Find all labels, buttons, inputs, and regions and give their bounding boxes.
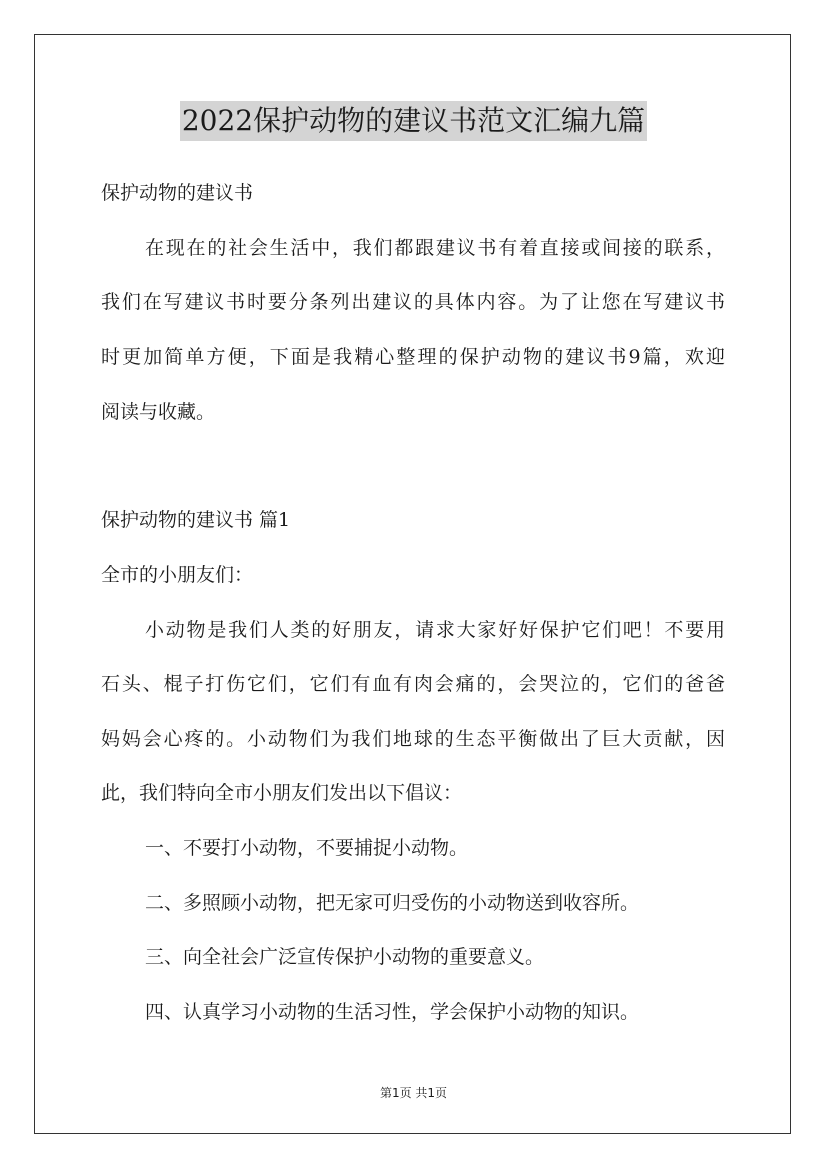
body-line-2: 石头、棍子打伤它们，它们有血有肉会痛的，会哭泣的，它们的爸爸 bbox=[101, 673, 725, 695]
body-line-4: 此，我们特向全市小朋友们发出以下倡议： bbox=[101, 782, 463, 804]
list-item-3: 三、向全社会广泛宣传保护小动物的重要意义。 bbox=[145, 946, 545, 968]
document-title: 2022保护动物的建议书范文汇编九篇 bbox=[180, 101, 647, 141]
list-item-1: 一、不要打小动物，不要捕捉小动物。 bbox=[145, 837, 469, 859]
document-heading: 保护动物的建议书 bbox=[101, 182, 254, 204]
list-item-4: 四、认真学习小动物的生活习性，学会保护小动物的知识。 bbox=[145, 1001, 640, 1023]
body-line-3: 妈妈会心疼的。小动物们为我们地球的生态平衡做出了巨大贡献，因 bbox=[101, 728, 725, 750]
salutation: 全市的小朋友们： bbox=[101, 564, 254, 586]
intro-line-1: 在现在的社会生活中，我们都跟建议书有着直接或间接的联系， bbox=[145, 237, 725, 259]
page-footer: 第1页 共1页 bbox=[379, 1086, 448, 1100]
list-item-2: 二、多照顾小动物，把无家可归受伤的小动物送到收容所。 bbox=[145, 892, 640, 914]
intro-line-3: 时更加简单方便，下面是我精心整理的保护动物的建议书9篇，欢迎 bbox=[101, 346, 725, 368]
body-line-1: 小动物是我们人类的好朋友，请求大家好好保护它们吧！不要用 bbox=[145, 619, 725, 641]
section-heading: 保护动物的建议书 篇1 bbox=[101, 509, 291, 531]
intro-line-4: 阅读与收藏。 bbox=[101, 401, 216, 423]
intro-line-2: 我们在写建议书时要分条列出建议的具体内容。为了让您在写建议书 bbox=[101, 291, 725, 313]
document-title-wrap bbox=[0, 101, 827, 141]
